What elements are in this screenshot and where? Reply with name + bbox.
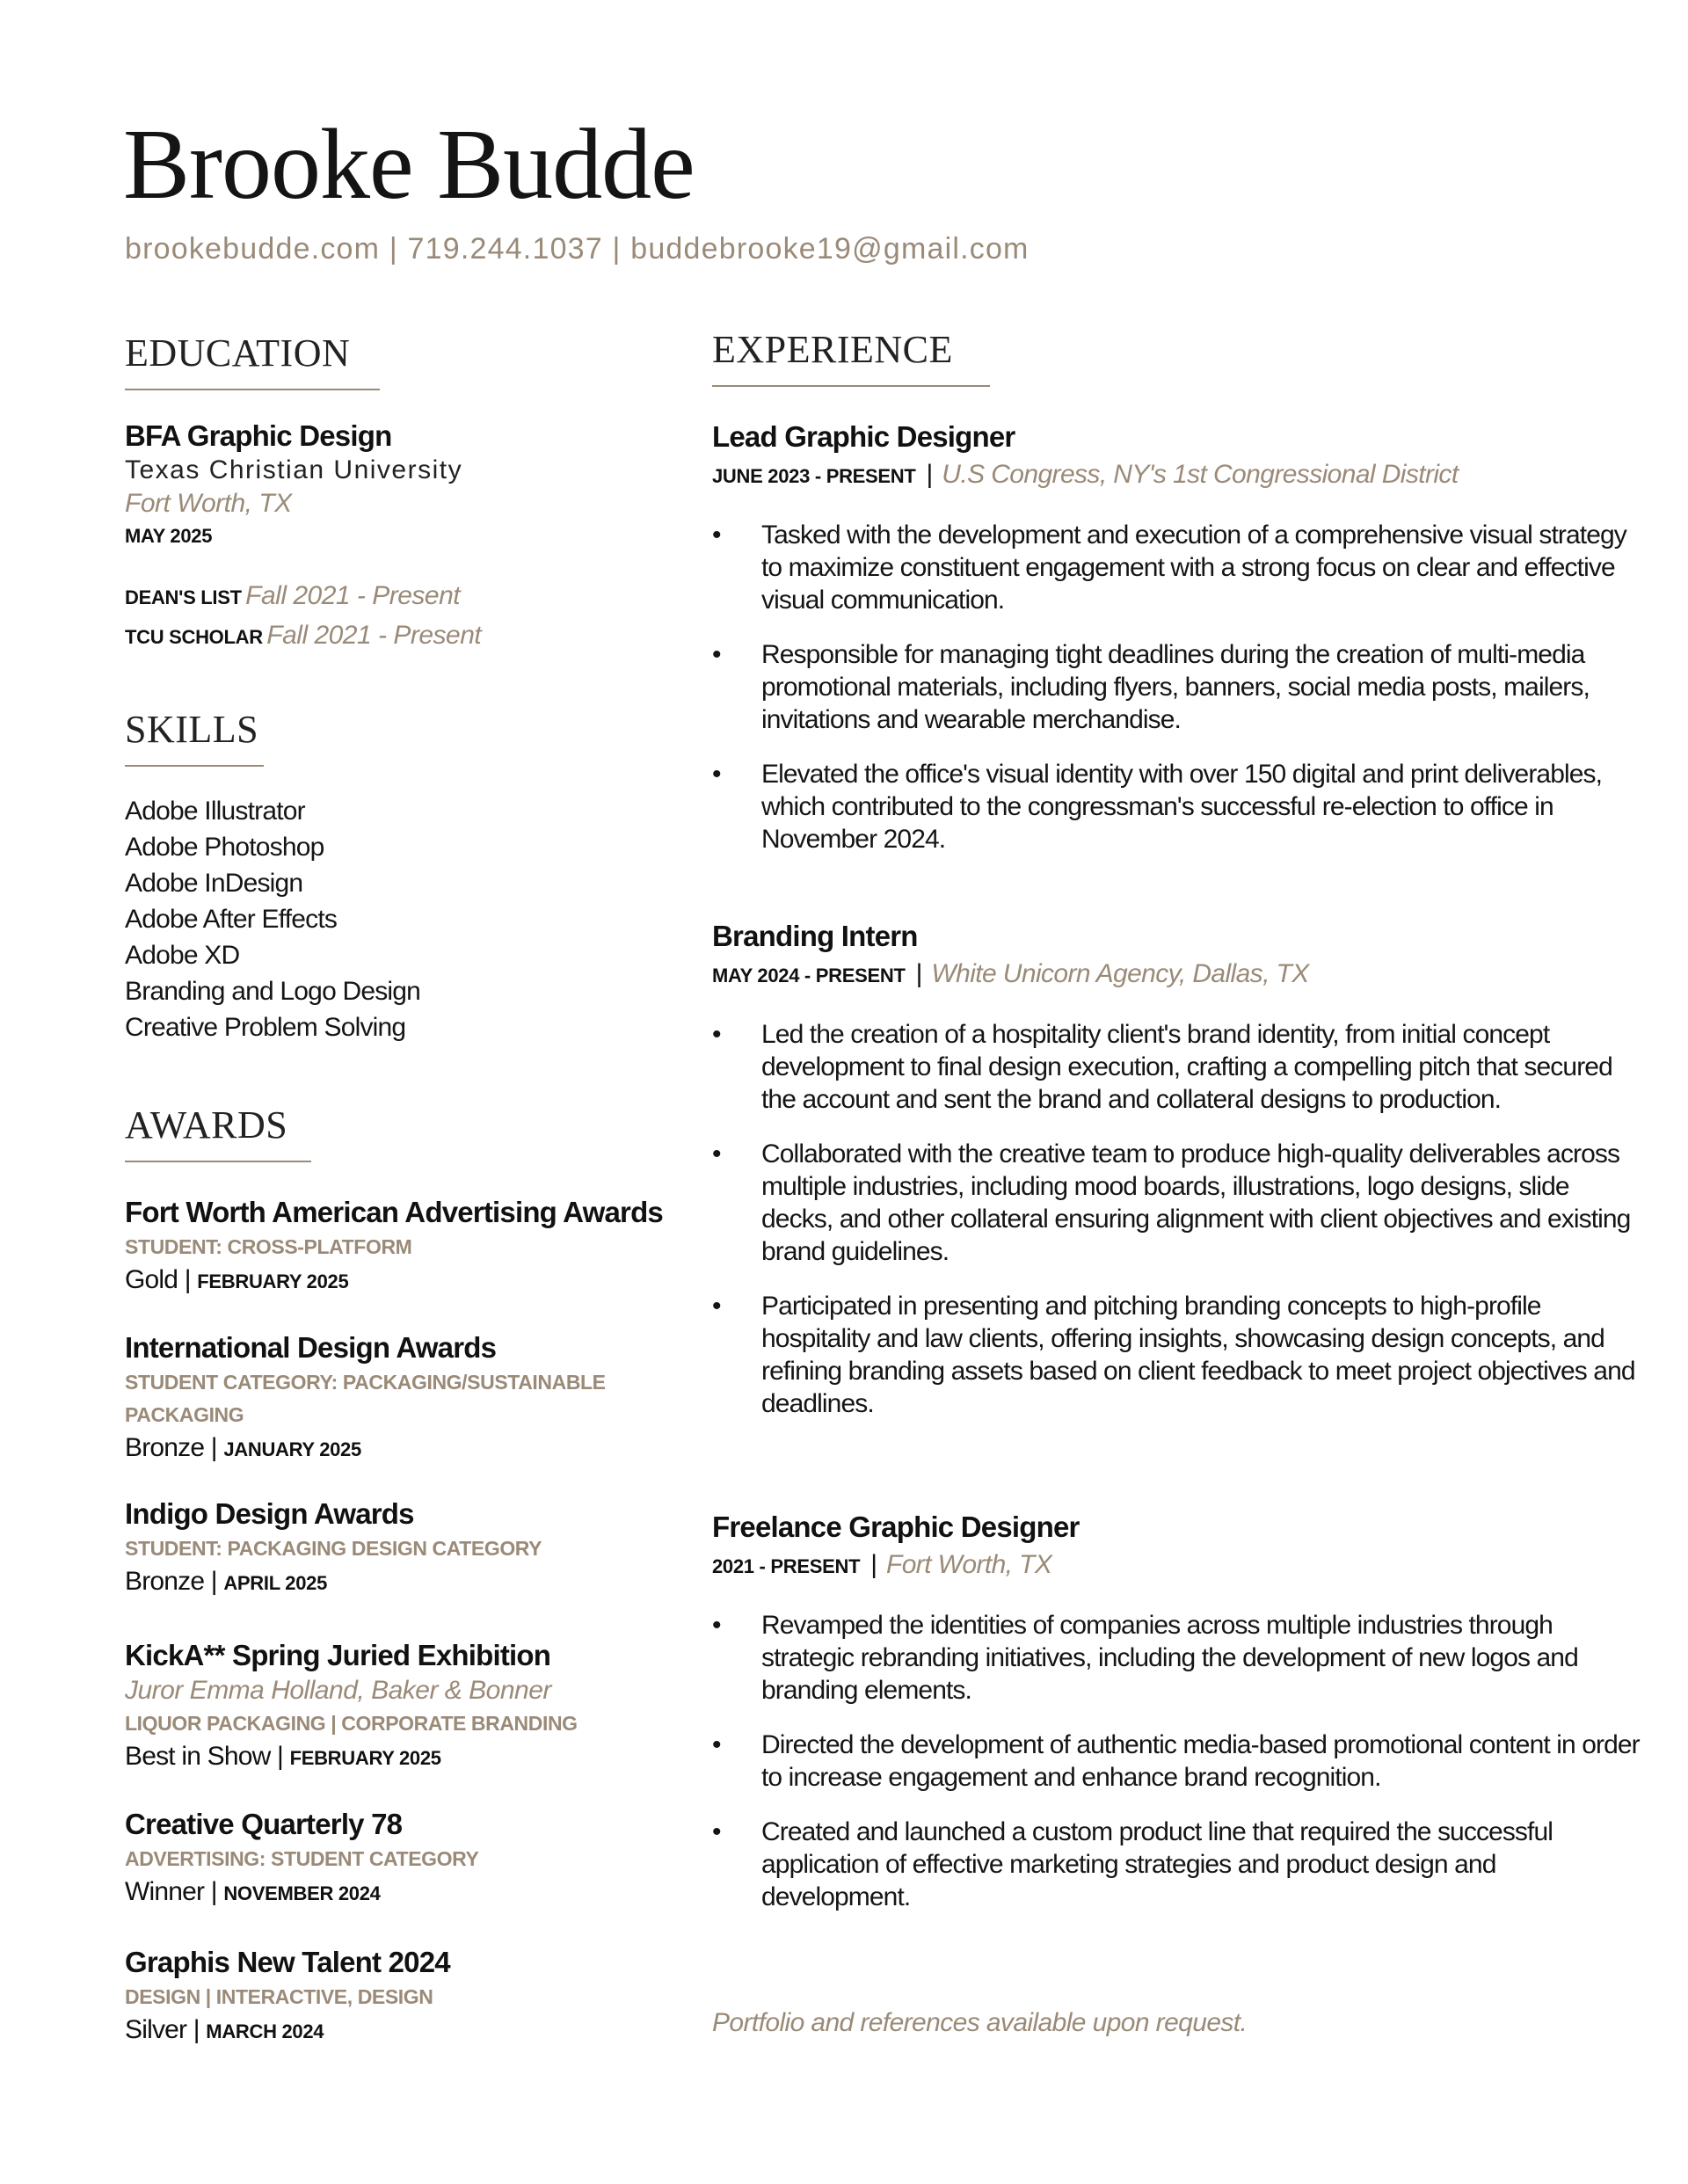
- job-organization: White Unicorn Agency, Dallas, TX: [931, 959, 1309, 988]
- job-meta: 2021 - PRESENT | Fort Worth, TX: [712, 1550, 1052, 1579]
- award-title: Creative Quarterly 78: [125, 1808, 403, 1840]
- award-placement: Winner: [125, 1877, 205, 1906]
- awards-section: [125, 1103, 311, 1162]
- award-date: APRIL 2025: [223, 1572, 328, 1594]
- bullet-item: [712, 1018, 1641, 1116]
- award-category: STUDENT: CROSS-PLATFORM: [125, 1235, 412, 1258]
- award-result: Best in Show | FEBRUARY 2025: [125, 1742, 441, 1771]
- honor-period: Fall 2021 - Present: [245, 581, 461, 610]
- job-entry: [712, 1509, 1641, 1913]
- bullet-text: Elevated the office's visual identity with over 150 digital and print deliverables, which contributed to the congressman's successful re-election to office in November 2024.: [761, 760, 1603, 854]
- award-result: Silver | MARCH 2024: [125, 2015, 324, 2044]
- school-location: Fort Worth, TX: [125, 489, 292, 518]
- honor-period: Fall 2021 - Present: [266, 621, 482, 650]
- experience-rule: [712, 385, 990, 387]
- bullet-text: Participated in presenting and pitching branding concepts to high-profile hospitality and law clients, offering insights, showcasing design concepts, and refining branding assets based on client feedback to meet project objectives and deadlines.: [761, 1292, 1635, 1418]
- bullet-text: Led the creation of a hospitality client's brand identity, from initial concept development to final design execution, crafting a compelling pitch that secured the account and sent the brand and collateral designs to production.: [761, 1020, 1612, 1114]
- award-date: NOVEMBER 2024: [223, 1882, 381, 1904]
- award-category: STUDENT: PACKAGING DESIGN CATEGORY: [125, 1537, 542, 1560]
- bullet-icon: •: [712, 640, 721, 669]
- award-result: Winner | NOVEMBER 2024: [125, 1877, 381, 1906]
- education-details: [125, 419, 688, 658]
- award-item: [125, 1637, 688, 1775]
- bullet-item: [712, 1609, 1641, 1707]
- bullet-item: [712, 1138, 1641, 1268]
- award-date: JANUARY 2025: [223, 1438, 361, 1460]
- job-entry: [712, 918, 1641, 1420]
- skill-item: Creative Problem Solving: [125, 1013, 406, 1042]
- experience-heading: EXPERIENCE: [712, 328, 953, 371]
- bullet-text: Collaborated with the creative team to produce high-quality deliverables across multiple industries, including mood boards, illustrations, logo designs, slide decks, and other collateral ensuring alignment with client objectives and existing brand guidelines.: [761, 1139, 1631, 1266]
- skills-list: [125, 793, 688, 1045]
- award-category: ADVERTISING: STUDENT CATEGORY: [125, 1847, 479, 1870]
- bullet-icon: •: [712, 1817, 721, 1846]
- award-juror: Juror Emma Holland, Baker & Bonner: [125, 1676, 551, 1705]
- bullet-icon: •: [712, 1020, 721, 1049]
- award-title: KickA** Spring Juried Exhibition: [125, 1639, 551, 1671]
- bullet-icon: •: [712, 1292, 721, 1321]
- bullet-text: Created and launched a custom product line that required the successful application of effective marketing strategies and product design and development.: [761, 1817, 1553, 1911]
- education-heading: EDUCATION: [125, 331, 351, 375]
- award-item: [125, 1496, 688, 1600]
- bullet-text: Directed the development of authentic media-based promotional content in order to increase engagement and enhance brand recognition.: [761, 1730, 1640, 1792]
- skills-rule: [125, 765, 264, 767]
- skill-item: Branding and Logo Design: [125, 977, 421, 1006]
- job-title: Branding Intern: [712, 920, 918, 952]
- award-placement: Gold: [125, 1265, 178, 1294]
- award-item: [125, 1194, 688, 1299]
- award-result: Gold | FEBRUARY 2025: [125, 1265, 349, 1294]
- award-category: STUDENT CATEGORY: PACKAGING/SUSTAINABLE PACKAGING: [125, 1371, 606, 1426]
- job-dates: 2021 - PRESENT: [712, 1555, 861, 1577]
- bullet-text: Revamped the identities of companies across multiple industries through strategic rebranding initiatives, including the development of new logos and branding elements.: [761, 1611, 1578, 1705]
- skill-item: Adobe XD: [125, 941, 240, 970]
- job-bullets: [712, 1018, 1641, 1420]
- job-bullets: [712, 1609, 1641, 1913]
- honor-label: DEAN'S LIST: [125, 586, 242, 608]
- bullet-item: [712, 1816, 1641, 1913]
- honor-tcu-scholar: [125, 618, 688, 658]
- award-item: [125, 1944, 688, 2049]
- skill-item: Adobe Illustrator: [125, 797, 305, 826]
- award-date: FEBRUARY 2025: [289, 1747, 441, 1769]
- job-organization: Fort Worth, TX: [886, 1550, 1052, 1579]
- award-item: [125, 1329, 670, 1467]
- resume-name: Brooke Budde: [123, 108, 695, 220]
- bullet-icon: •: [712, 1611, 721, 1640]
- bullet-item: [712, 519, 1641, 616]
- job-title: Lead Graphic Designer: [712, 420, 1015, 453]
- education-rule: [125, 389, 380, 390]
- honor-label: TCU SCHOLAR: [125, 626, 263, 648]
- award-title: Indigo Design Awards: [125, 1497, 414, 1530]
- award-placement: Best in Show: [125, 1742, 271, 1771]
- bullet-item: [712, 758, 1641, 855]
- graduation-date: MAY 2025: [125, 525, 213, 547]
- award-placement: Silver: [125, 2015, 187, 2044]
- award-placement: Bronze: [125, 1567, 205, 1596]
- school: Texas Christian University: [125, 455, 463, 484]
- job-meta: MAY 2024 - PRESENT | White Unicorn Agency, Dallas, TX: [712, 959, 1309, 988]
- experience-section: [712, 328, 990, 387]
- skills-section: [125, 710, 264, 767]
- job-organization: U.S Congress, NY's 1st Congressional District: [942, 460, 1459, 489]
- award-date: MARCH 2024: [206, 2020, 324, 2042]
- contact-line: brookebudde.com | 719.244.1037 | buddebrooke19@gmail.com: [125, 232, 1030, 266]
- job-entry: [712, 419, 1641, 855]
- award-date: FEBRUARY 2025: [197, 1270, 349, 1292]
- award-category: LIQUOR PACKAGING | CORPORATE BRANDING: [125, 1712, 578, 1735]
- award-title: Graphis New Talent 2024: [125, 1946, 450, 1978]
- portfolio-note: Portfolio and references available upon request.: [712, 2008, 1248, 2037]
- bullet-text: Tasked with the development and execution of a comprehensive visual strategy to maximize constituent engagement with a strong focus on clear and effective visual communication.: [761, 521, 1626, 615]
- bullet-icon: •: [712, 1139, 721, 1168]
- award-result: Bronze | JANUARY 2025: [125, 1433, 361, 1462]
- bullet-item: [712, 1729, 1641, 1794]
- bullet-icon: •: [712, 1730, 721, 1759]
- skill-item: Adobe InDesign: [125, 869, 303, 898]
- award-category: DESIGN | INTERACTIVE, DESIGN: [125, 1985, 433, 2008]
- award-result: Bronze | APRIL 2025: [125, 1567, 328, 1596]
- award-item: [125, 1806, 688, 1911]
- award-title: Fort Worth American Advertising Awards: [125, 1196, 663, 1228]
- bullet-item: [712, 638, 1641, 736]
- bullet-icon: •: [712, 521, 721, 550]
- skills-heading: SKILLS: [125, 708, 259, 751]
- skill-item: Adobe After Effects: [125, 905, 338, 934]
- awards-rule: [125, 1161, 311, 1162]
- job-title: Freelance Graphic Designer: [712, 1511, 1080, 1543]
- skill-item: Adobe Photoshop: [125, 833, 324, 862]
- award-placement: Bronze: [125, 1433, 205, 1462]
- job-dates: MAY 2024 - PRESENT: [712, 965, 906, 986]
- job-bullets: [712, 519, 1641, 855]
- bullet-icon: •: [712, 760, 721, 789]
- award-title: International Design Awards: [125, 1331, 497, 1364]
- degree: BFA Graphic Design: [125, 419, 392, 452]
- awards-heading: AWARDS: [125, 1103, 288, 1147]
- job-meta: JUNE 2023 - PRESENT | U.S Congress, NY's 1st Congressional District: [712, 460, 1459, 489]
- education-section: [125, 331, 380, 390]
- honor-deans-list: [125, 579, 688, 618]
- job-dates: JUNE 2023 - PRESENT: [712, 465, 916, 487]
- bullet-item: [712, 1290, 1641, 1420]
- bullet-text: Responsible for managing tight deadlines during the creation of multi-media promotional materials, including flyers, banners, social media posts, mailers, invitations and wearable merchandise.: [761, 640, 1590, 734]
